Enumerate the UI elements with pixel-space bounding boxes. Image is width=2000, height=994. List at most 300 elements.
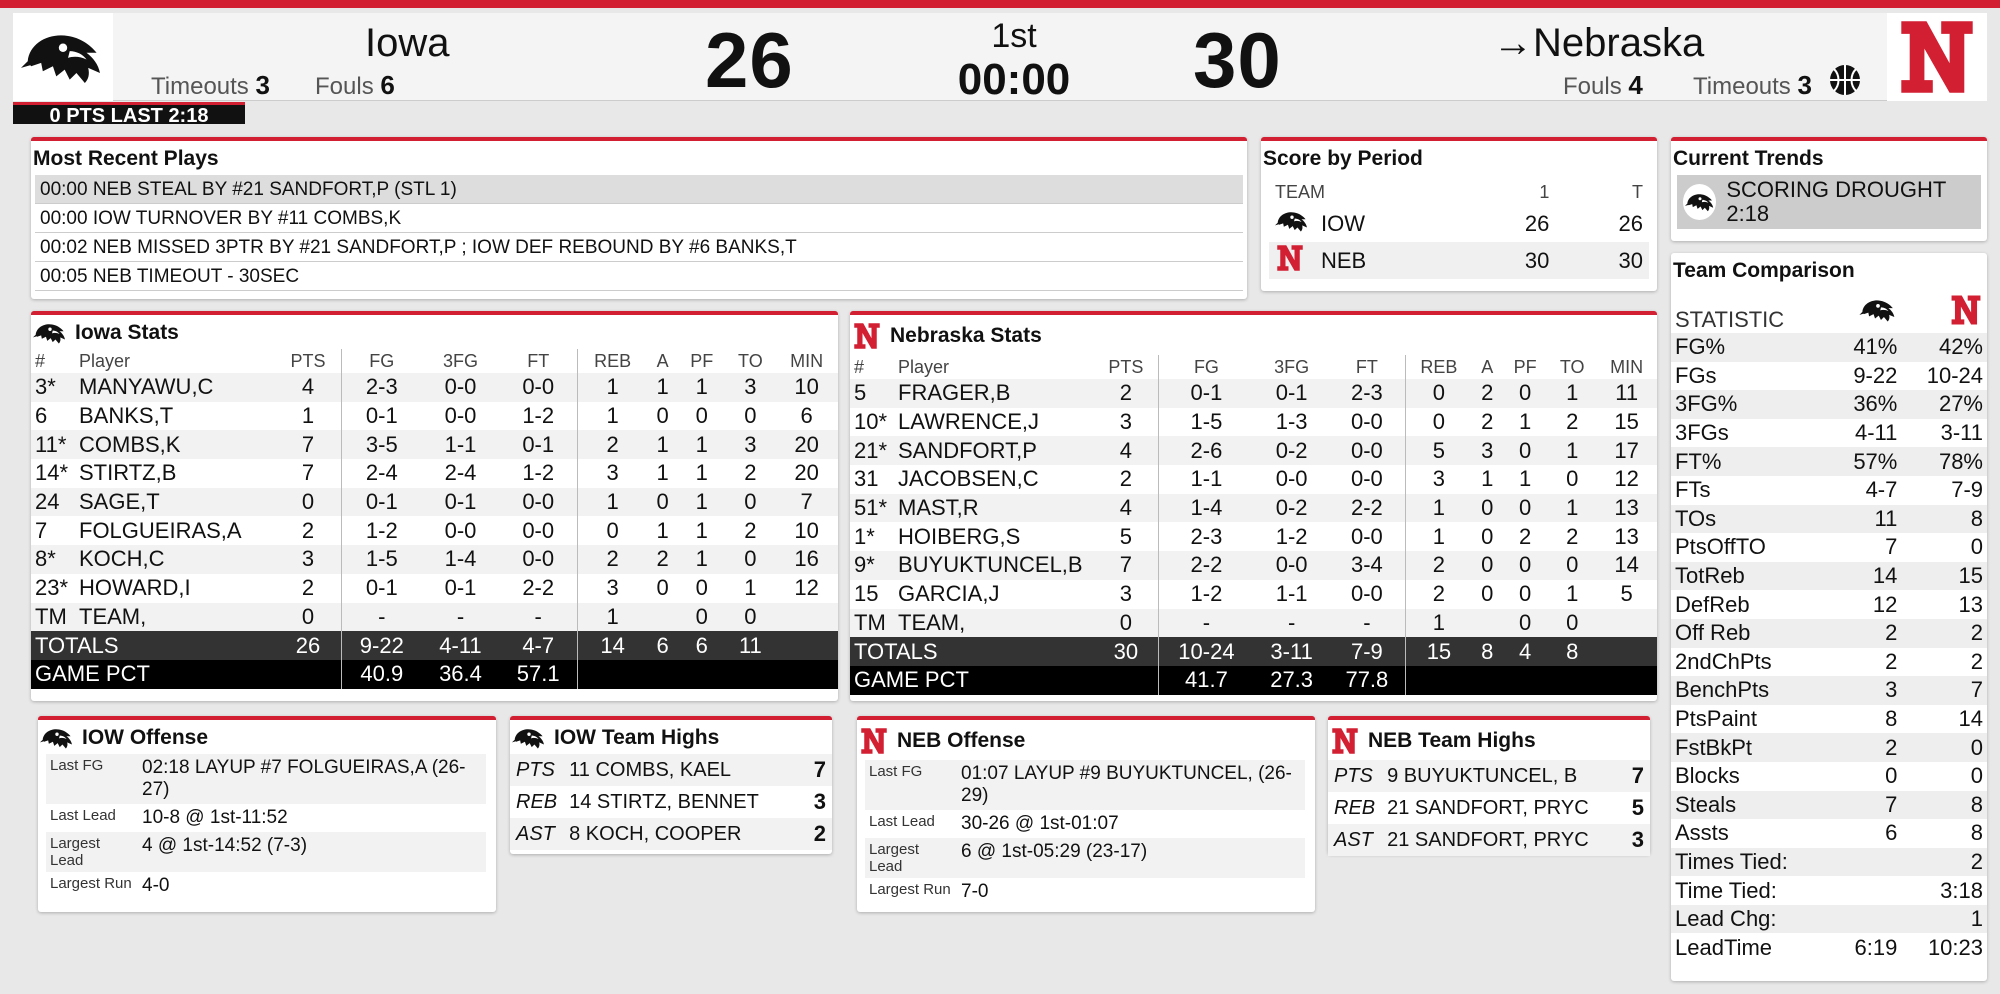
hawkeye-icon (40, 726, 74, 750)
play-item[interactable]: 00:00 NEB STEAL BY #21 SANDFORT,P (STL 1) (35, 175, 1243, 204)
trend-text: SCORING DROUGHT 2:18 (1726, 177, 1946, 226)
comparison-value: 7 (1885, 534, 1898, 560)
comparison-label: Assts (1675, 820, 1729, 846)
total-cell: 11 (725, 631, 775, 660)
total-cell (775, 631, 838, 660)
comparison-label: FT% (1675, 448, 1722, 474)
comparison-label: TOs (1675, 505, 1717, 531)
score-by-period-panel (1261, 137, 1657, 291)
stat-cell: 0 (301, 603, 315, 629)
nebraska-n-icon (1895, 15, 1979, 99)
comparison-row (1671, 933, 1987, 962)
stat-cell: 1 (656, 460, 669, 486)
stat-cell: TM (35, 603, 67, 629)
stat-cell: - (1287, 609, 1296, 635)
comparison-value: 8 (1970, 820, 1983, 846)
leader-name: 14 STIRTZ, BENNET (569, 790, 759, 813)
stat-cell: 0-1 (444, 575, 477, 601)
trend-item (1677, 175, 1981, 229)
team-high-row (510, 754, 832, 786)
team-high-row (510, 818, 832, 850)
stat-cell: 1 (578, 373, 648, 402)
stat-cell: 2 (1481, 409, 1494, 435)
column-header[interactable]: TO (738, 350, 763, 371)
nebraska-n-icon (859, 726, 889, 756)
stat-cell: 12 (794, 575, 819, 601)
stat-cell: 1-2 (1275, 523, 1308, 549)
stat-cell: 1 (578, 488, 648, 517)
stat-cell: 0 (744, 489, 757, 515)
team-abbr: IOW (1321, 210, 1365, 236)
column-header[interactable]: FT (527, 350, 550, 371)
stat-cell: TM (854, 609, 886, 635)
comparison-value: 6:19 (1854, 934, 1898, 960)
stat-cell: 0-1 (341, 488, 421, 517)
stat-category: AST (516, 822, 555, 845)
column-header[interactable]: TO (1559, 356, 1585, 377)
comparison-row (1671, 590, 1987, 619)
comparison-label: 3FGs (1675, 420, 1729, 446)
comparison-value: 2 (1970, 848, 1983, 874)
stat-category: PTS (516, 758, 555, 781)
stat-cell: 0 (1119, 609, 1133, 635)
period: 1st (991, 17, 1037, 55)
column-header[interactable]: 3FG (1274, 356, 1310, 377)
stat-cell: 1 (695, 431, 708, 457)
stat-cell: 0-0 (1350, 523, 1383, 549)
column-header[interactable]: 3FG (442, 350, 478, 371)
column-header[interactable]: # (35, 350, 46, 371)
comparison-value: 11 (1874, 505, 1898, 531)
stat-cell: 3 (744, 431, 757, 457)
stat-cell: 2 (301, 575, 315, 601)
hawkeye-icon (1859, 297, 1897, 323)
iowa-stats-panel (31, 311, 838, 701)
comparison-label: Steals (1675, 791, 1737, 817)
column-header[interactable]: FG (341, 349, 421, 373)
comparison-value: 78% (1938, 448, 1983, 474)
stat-cell: 1 (1519, 466, 1532, 492)
comparison-label: 2ndChPts (1675, 648, 1772, 674)
stat-cell: 0-0 (1350, 437, 1383, 463)
column-header[interactable]: FT (1355, 356, 1378, 377)
period-score: 30 (1524, 247, 1550, 273)
total-cell: 3-11 (1254, 637, 1329, 666)
stat-cell: 0-0 (522, 517, 555, 543)
stat-cell: 0-2 (1275, 437, 1308, 463)
team-comparison-panel (1671, 253, 1987, 981)
comparison-row (1671, 447, 1987, 476)
hawkeye-icon (1685, 191, 1715, 213)
total-score: 26 (1618, 210, 1643, 236)
stat-cell: 0 (1519, 581, 1532, 607)
stat-cell: 5 (1620, 581, 1633, 607)
hawkeye-icon (21, 27, 105, 87)
comparison-row (1671, 676, 1987, 705)
team-high-row (1328, 792, 1650, 824)
stat-cell: 2 (1405, 580, 1472, 609)
iow-offense-panel (38, 716, 496, 912)
player-row[interactable] (31, 402, 838, 431)
player-row[interactable] (850, 551, 1657, 580)
stat-cell: 1 (695, 546, 708, 572)
scoreboard-header (13, 13, 1987, 104)
stat-cell: 7 (800, 489, 813, 515)
game-pct-label: GAME PCT (850, 666, 1158, 695)
hawkeye-icon (33, 321, 67, 345)
team-high-row (1328, 760, 1650, 792)
stat-cell: 1 (1405, 522, 1472, 551)
comparison-value: 41% (1853, 334, 1898, 360)
stat-cell: 1-1 (1275, 581, 1308, 607)
pct-cell: 77.8 (1329, 666, 1405, 695)
stat-cell: 0-1 (1275, 380, 1308, 406)
play-item[interactable]: 00:02 NEB MISSED 3PTR BY #21 SANDFORT,P ; IOW DEF REBOUND BY #6 BANKS,T (35, 233, 1243, 262)
pct-cell: 41.7 (1158, 666, 1254, 695)
total-cell: 6 (678, 631, 725, 660)
player-name: GARCIA,J (898, 581, 1000, 607)
player-row[interactable] (850, 522, 1657, 551)
stat-cell: 5 (1405, 436, 1472, 465)
comparison-label: DefReb (1675, 591, 1750, 617)
stat-cell: 2 (1519, 523, 1532, 549)
stat-cell: 1-3 (1275, 409, 1308, 435)
stat-cell: 1 (1566, 581, 1579, 607)
player-row[interactable] (850, 609, 1657, 638)
stat-cell: 4 (1119, 437, 1133, 463)
stat-cell: 1 (1519, 409, 1532, 435)
comparison-value: 8 (1885, 706, 1898, 732)
game-pct-row (850, 666, 1657, 695)
stat-cell: 0-2 (1275, 495, 1308, 521)
pct-cell: 36.4 (422, 660, 500, 689)
column-header[interactable]: REB (578, 349, 648, 373)
stat-cell: 1 (1405, 494, 1472, 523)
stat-cell: 5 (854, 380, 867, 406)
player-name: KOCH,C (79, 546, 165, 572)
iow-highs-table (510, 754, 832, 850)
nebraska-n-icon (1949, 293, 1983, 327)
stat-cell: 2 (1566, 523, 1579, 549)
player-row[interactable] (850, 436, 1657, 465)
player-row[interactable] (31, 373, 838, 402)
stat-cell: 2 (1566, 409, 1579, 435)
comparison-label: LeadTime (1675, 934, 1773, 960)
comparison-value: 0 (1970, 734, 1983, 760)
comparison-value (1832, 848, 1901, 877)
column-header[interactable]: PF (690, 350, 714, 371)
total-cell: 15 (1405, 637, 1472, 666)
column-header[interactable]: Player (79, 350, 131, 371)
iow-highs-panel (510, 716, 832, 854)
total-cell: 14 (578, 631, 648, 660)
comparison-value: 8 (1970, 505, 1983, 531)
stat-cell: 6 (35, 403, 48, 429)
offense-value: 01:07 LAYUP #9 BUYUKTUNCEL, (26-29) (961, 763, 1292, 806)
team-abbr: NEB (1321, 247, 1367, 273)
stat-cell: 0-0 (444, 517, 477, 543)
offense-row (46, 832, 486, 872)
iowa-stats-title: Iowa Stats (75, 321, 179, 344)
comparison-row (1671, 562, 1987, 591)
comparison-label: FTs (1675, 477, 1711, 503)
stat-cell: 1 (1405, 609, 1472, 638)
comparison-label: TotReb (1675, 563, 1745, 589)
stat-cell: 8* (35, 546, 56, 572)
stat-cell (1596, 609, 1657, 638)
pct-spacer (578, 660, 838, 689)
stat-cell: 17 (1614, 437, 1639, 463)
player-name: MAST,R (898, 495, 979, 521)
stat-cell: 1-2 (1158, 580, 1254, 609)
stat-cell: 2 (578, 545, 648, 574)
stat-cell: 0 (1519, 609, 1532, 635)
leader-name: 8 KOCH, COOPER (569, 822, 742, 845)
player-row[interactable] (850, 465, 1657, 494)
iowa-stats-table (31, 349, 838, 689)
nebraska-n-icon (1275, 243, 1305, 273)
stat-cell: 0 (1519, 495, 1532, 521)
stat-cell: 2 (301, 517, 315, 543)
team-high-row (510, 786, 832, 818)
offense-value: 6 @ 1st-05:29 (23-17) (961, 841, 1148, 862)
stat-cell: 0 (1566, 609, 1579, 635)
stat-cell: 2 (1119, 466, 1133, 492)
total-cell: 4-11 (422, 631, 500, 660)
stat-cell: 14 (1614, 552, 1639, 578)
player-row[interactable] (31, 545, 838, 574)
column-header[interactable]: PTS (1108, 356, 1144, 377)
stat-cell: 15 (1614, 409, 1639, 435)
stat-cell: 1* (854, 523, 875, 549)
player-row[interactable] (31, 488, 838, 517)
stat-cell: 13 (1614, 495, 1639, 521)
stat-cell: 0-1 (341, 574, 421, 603)
comparison-row (1671, 619, 1987, 648)
column-header[interactable]: MIN (790, 350, 824, 371)
stat-category: PTS (1334, 764, 1373, 787)
stat-cell: 0-0 (444, 374, 477, 400)
stat-cell: 0-0 (1350, 409, 1383, 435)
player-name: LAWRENCE,J (898, 409, 1039, 435)
stat-cell: 1 (656, 374, 669, 400)
stat-category: AST (1334, 828, 1373, 851)
offense-label: Last FG (869, 763, 923, 780)
leader-name: 21 SANDFORT, PRYC (1387, 828, 1589, 851)
stat-cell: 1-4 (1158, 494, 1254, 523)
away-score: 30 (1193, 16, 1282, 104)
stat-cell: 2-3 (341, 373, 421, 402)
stat-cell: 5 (1119, 523, 1133, 549)
pct-cell: 57.1 (499, 660, 577, 689)
comparison-value: 0 (1970, 534, 1983, 560)
stat-cell: 1-1 (444, 431, 477, 457)
stat-cell: 2-4 (444, 460, 477, 486)
comparison-value: 0 (1885, 763, 1898, 789)
offense-row (865, 838, 1305, 878)
totals-row (31, 631, 838, 660)
totals-label: TOTALS (850, 637, 1094, 666)
stat-cell: 0-0 (1275, 466, 1308, 492)
total-cell: 8 (1472, 637, 1502, 666)
comparison-label: PtsOffTO (1675, 534, 1766, 560)
stat-cell: 2 (656, 546, 669, 572)
stat-cell: 7 (35, 517, 48, 543)
column-header[interactable]: REB (1405, 355, 1472, 379)
stat-cell: 0 (1519, 437, 1532, 463)
leader-name: 9 BUYUKTUNCEL, B (1387, 764, 1578, 787)
offense-row (46, 872, 486, 900)
stat-cell: 0 (656, 575, 669, 601)
home-timeouts: Timeouts 3 (151, 70, 270, 100)
column-header[interactable]: # (854, 356, 865, 377)
comparison-value: 14 (1872, 563, 1898, 589)
player-row[interactable] (850, 408, 1657, 437)
offense-value: 10-8 @ 1st-11:52 (142, 807, 288, 828)
comparison-value: 2 (1970, 620, 1983, 646)
offense-label: Largest Lead (50, 835, 101, 869)
player-row[interactable] (31, 603, 838, 632)
stat-cell: 0 (656, 489, 669, 515)
player-row[interactable] (850, 494, 1657, 523)
stat-cell: 3 (1119, 409, 1133, 435)
comparison-value: 0 (1970, 763, 1983, 789)
stat-cell: 1 (578, 402, 648, 431)
column-header[interactable]: FG (1158, 355, 1254, 379)
comparison-value: 36% (1853, 391, 1898, 417)
stat-cell: 11 (1615, 380, 1639, 406)
player-name: HOWARD,I (79, 575, 191, 601)
player-name: COMBS,K (79, 431, 181, 457)
away-logo (1887, 13, 1987, 101)
comparison-value: 4-7 (1865, 477, 1898, 503)
comparison-value: 2 (1970, 648, 1983, 674)
comparison-value: 8 (1970, 791, 1983, 817)
stat-cell: 0 (695, 575, 708, 601)
col-period-1: 1 (1539, 181, 1550, 202)
stat-cell: 2 (744, 460, 757, 486)
stat-cell: 2-2 (1350, 495, 1383, 521)
player-row[interactable] (850, 379, 1657, 408)
stat-cell: 0 (744, 603, 757, 629)
stat-cell: 16 (794, 546, 819, 572)
comparison-row (1671, 733, 1987, 762)
total-cell: 4-7 (499, 631, 577, 660)
period-score: 26 (1524, 210, 1550, 236)
column-header[interactable]: PTS (290, 350, 326, 371)
leader-name: 21 SANDFORT, PRYC (1387, 796, 1589, 819)
player-name: BUYUKTUNCEL,B (898, 552, 1083, 578)
leader-value: 7 (1631, 763, 1644, 788)
stat-cell: 2-2 (1158, 551, 1254, 580)
leader-value: 2 (813, 821, 826, 846)
stat-cell: 0 (1481, 581, 1494, 607)
player-name: STIRTZ,B (79, 460, 177, 486)
player-name: FRAGER,B (898, 380, 1011, 406)
stat-cell: 7 (301, 460, 315, 486)
comparison-value: 2 (1885, 648, 1898, 674)
player-name: TEAM, (898, 609, 966, 635)
stat-cell: 1 (1566, 495, 1579, 521)
comparison-label: Blocks (1675, 763, 1740, 789)
player-row[interactable] (31, 430, 838, 459)
player-row[interactable] (850, 580, 1657, 609)
player-name: TEAM, (79, 603, 147, 629)
comparison-value: 6 (1885, 820, 1898, 846)
stat-cell: 0-0 (1350, 466, 1383, 492)
comparison-label: FG% (1675, 334, 1726, 360)
stat-cell: 0-1 (341, 402, 421, 431)
stat-cell: 0-0 (522, 546, 555, 572)
stat-cell: 3 (744, 374, 757, 400)
neb-offense-title: NEB Offense (897, 729, 1026, 752)
comparison-label: Time Tied: (1675, 877, 1777, 903)
column-header[interactable]: Player (898, 356, 950, 377)
player-name: MANYAWU,C (79, 374, 214, 400)
player-row[interactable] (31, 516, 838, 545)
column-header[interactable]: A (1481, 356, 1494, 377)
total-cell: 6 (647, 631, 678, 660)
stat-cell: 0 (301, 489, 315, 515)
stat-cell: 2-6 (1158, 436, 1254, 465)
comparison-value: 27% (1938, 391, 1983, 417)
comparison-value: 3-11 (1940, 420, 1983, 446)
column-header[interactable]: MIN (1610, 356, 1644, 377)
player-row[interactable] (31, 574, 838, 603)
play-item[interactable]: 00:00 IOW TURNOVER BY #11 COMBS,K (35, 204, 1243, 233)
comparison-label: 3FG% (1675, 391, 1738, 417)
comparison-row (1671, 848, 1987, 877)
stat-cell: 1 (744, 575, 757, 601)
comparison-row (1671, 648, 1987, 677)
play-item[interactable]: 00:05 NEB TIMEOUT - 30SEC (35, 262, 1243, 291)
offense-value: 30-26 @ 1st-01:07 (961, 813, 1119, 834)
stat-cell: 2 (578, 430, 648, 459)
offense-value: 4 @ 1st-14:52 (7-3) (142, 835, 308, 856)
stat-cell: 1-5 (1158, 408, 1254, 437)
comparison-value: 42% (1938, 334, 1983, 360)
home-team-name: Iowa (365, 21, 450, 65)
iow-offense-title: IOW Offense (82, 726, 209, 749)
comparison-label: Times Tied: (1675, 848, 1788, 874)
offense-value: 4-0 (142, 875, 170, 896)
stat-cell: 0 (656, 403, 669, 429)
column-header[interactable]: A (656, 350, 669, 371)
comparison-label: BenchPts (1675, 677, 1770, 703)
comparison-row (1671, 419, 1987, 448)
total-cell (1596, 637, 1657, 666)
offense-label: Last FG (50, 757, 104, 774)
stat-cell: 1-2 (341, 516, 421, 545)
comparison-value (1832, 905, 1901, 934)
stat-cell: 9* (854, 552, 875, 578)
player-name: SANDFORT,P (898, 437, 1037, 463)
stat-cell: 2 (1405, 551, 1472, 580)
comparison-value: 2 (1885, 620, 1898, 646)
player-row[interactable] (31, 459, 838, 488)
recent-plays-panel (31, 137, 1247, 299)
nebraska-n-icon (852, 321, 882, 351)
total-cell: 8 (1548, 637, 1596, 666)
stat-cell: 14* (35, 460, 69, 486)
comparison-row (1671, 819, 1987, 848)
nebraska-stats-panel (850, 311, 1657, 701)
column-header[interactable]: PF (1513, 356, 1537, 377)
offense-label: Largest Run (50, 875, 132, 892)
stat-cell: 1-4 (444, 546, 477, 572)
stat-cell: 7 (301, 431, 315, 457)
comparison-value: 57% (1853, 448, 1898, 474)
